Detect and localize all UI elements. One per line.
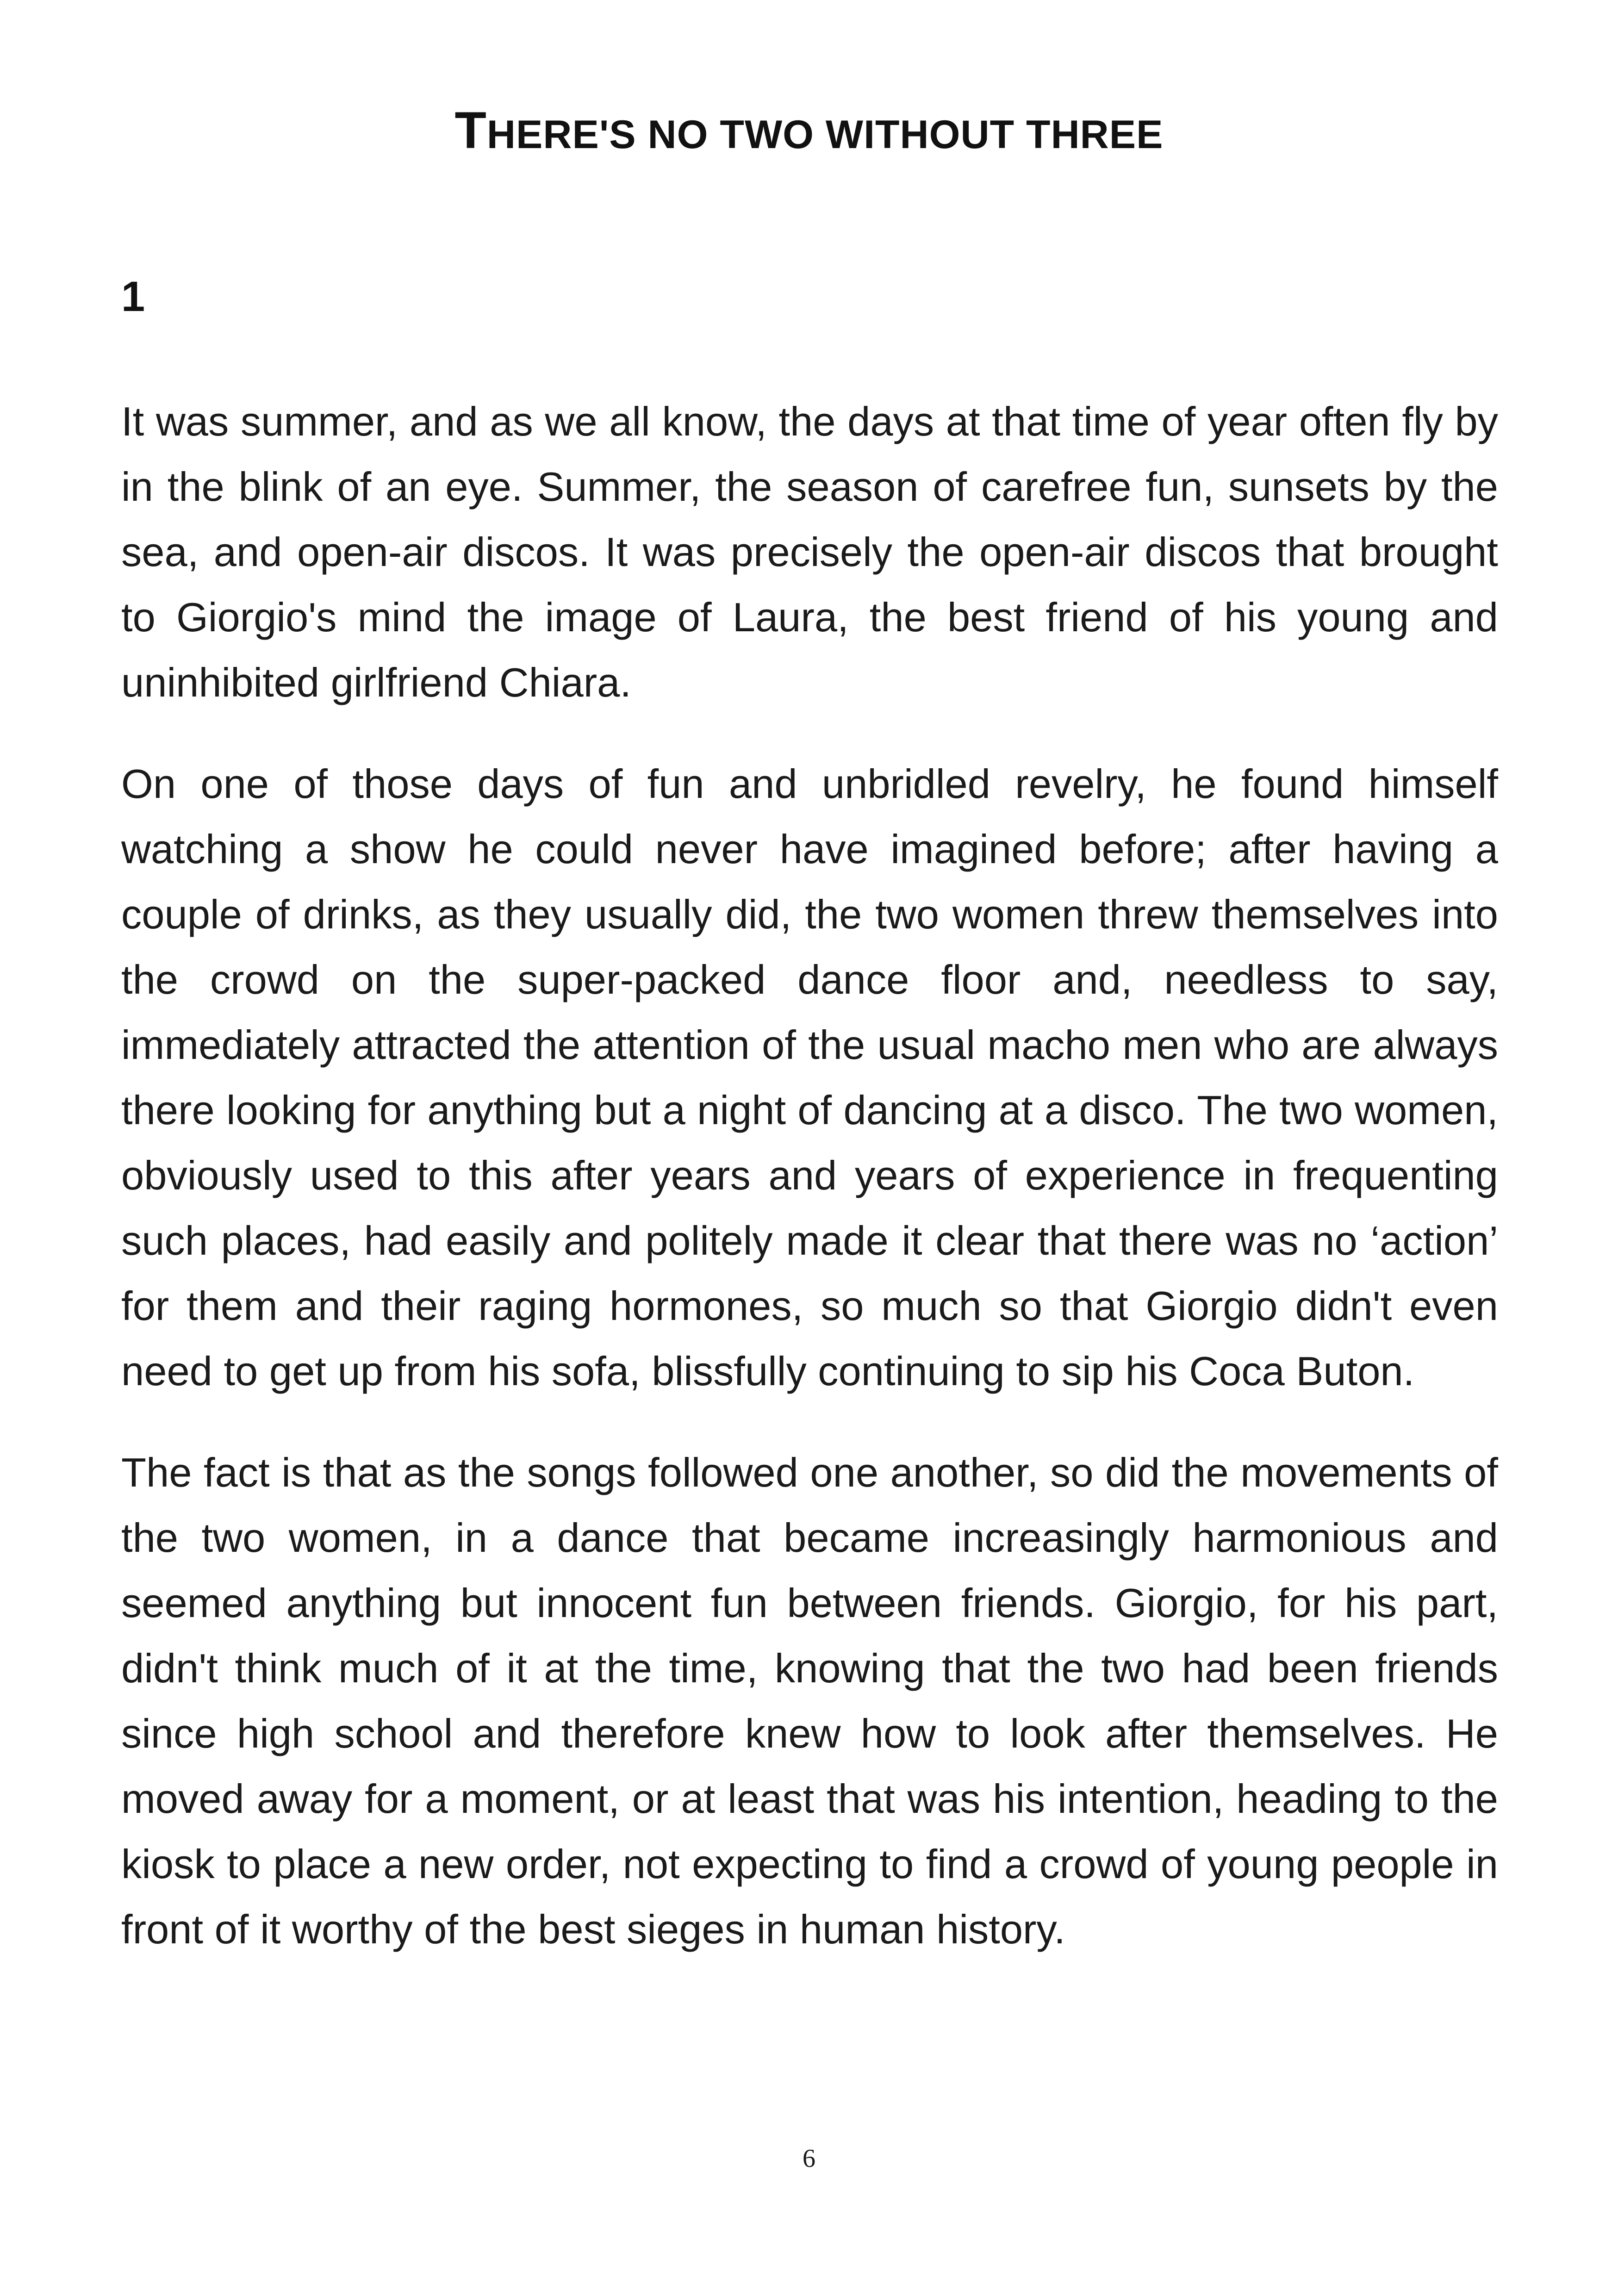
body-text [121,389,1498,1998]
chapter-title [0,100,1618,162]
title-initial: T [454,101,487,159]
title-rest: HERE'S NO TWO WITHOUT THREE [486,112,1164,157]
chapter-number: 1 [121,273,145,320]
page-number: 6 [803,2144,815,2173]
paragraph-1: It was summer, and as we all know, the days at that time of year often fly by in the blink of an eye. Summer, the season of carefree fun, sunsets by the sea, and open-air discos. It was precisely the open-air discos that brought to Giorgio's mind the image of Laura, the best friend of his young and uninhibited girlfriend Chiara. [121,398,1498,705]
paragraph-3: The fact is that as the songs followed one another, so did the movements of the two women, in a dance that became increasingly harmonious and seemed anything but innocent fun between friends. Giorgio, for his part, didn't think much of it at the time, knowing that the two had been friends since high school and therefore knew how to look after themselves. He moved away for a moment, or at least that was his intention, heading to the kiosk to place a new order, not expecting to find a crowd of young people in front of it worthy of the best sieges in human history. [121,1450,1498,1952]
paragraph-2: On one of those days of fun and unbridled revelry, he found himself watching a show he could never have imagined before; after having a couple of drinks, as they usually did, the two women threw themselves into the crowd on the super-packed dance floor and, needless to say, immediately attracted the attention of the usual macho men who are always there looking for anything but a night of dancing at a disco. The two women, obviously used to this after years and years of experience in frequenting such places, had easily and politely made it clear that there was no ‘action’ for them and their raging hormones, so much so that Giorgio didn't even need to get up from his sofa, blissfully continuing to sip his Coca Buton. [121,761,1498,1394]
